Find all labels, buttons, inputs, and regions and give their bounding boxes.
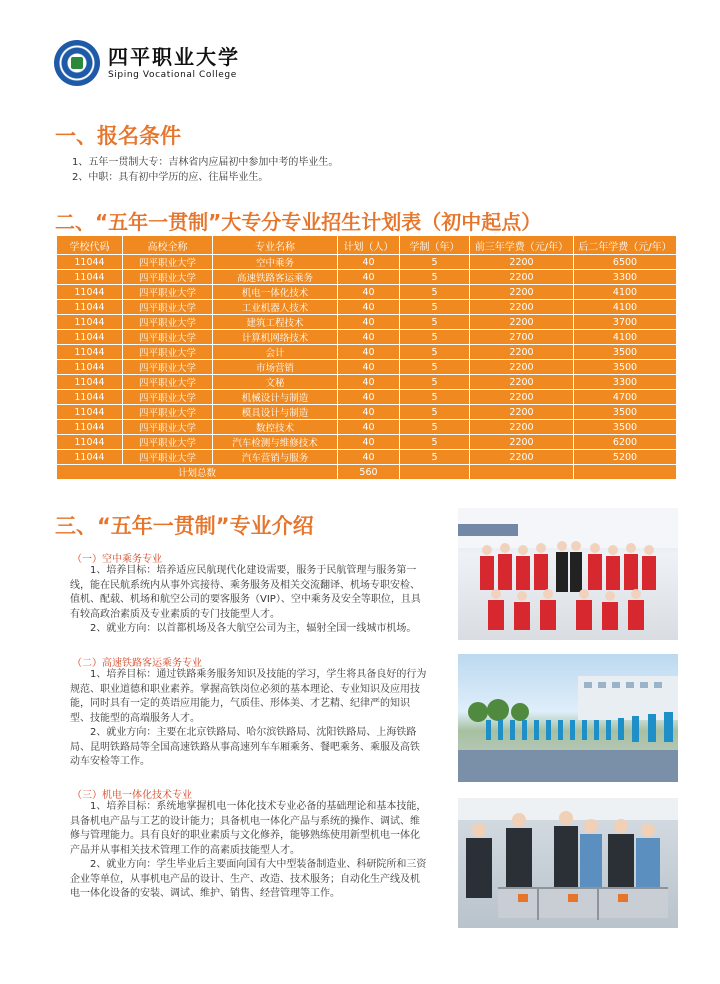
flight-attendants-illustration <box>458 508 678 640</box>
cell-plan-count: 40 <box>338 300 400 315</box>
cell-plan-count: 40 <box>338 450 400 465</box>
major-desc-mechatronics <box>70 800 428 902</box>
cell-fee-last-two: 3500 <box>574 420 677 435</box>
cell-fee-first-three: 2200 <box>470 285 574 300</box>
cell-duration: 5 <box>400 405 470 420</box>
cell-duration: 5 <box>400 255 470 270</box>
table-row <box>57 435 677 450</box>
cell-fee-last-two: 3700 <box>574 315 677 330</box>
section1-title: 一、报名条件 <box>55 124 181 148</box>
requirements-list <box>72 156 632 185</box>
cell-fee-first-three: 2200 <box>470 405 574 420</box>
table-row <box>57 375 677 390</box>
cell-duration: 5 <box>400 375 470 390</box>
cell-major-name: 市场营销 <box>213 360 338 375</box>
cell-plan-count: 40 <box>338 405 400 420</box>
cell-plan-count: 40 <box>338 390 400 405</box>
cell-duration: 5 <box>400 315 470 330</box>
cell-school-code: 11044 <box>57 270 123 285</box>
cell-fee-first-three: 2200 <box>470 420 574 435</box>
cell-fee-last-two: 5200 <box>574 450 677 465</box>
cell-major-name: 空中乘务 <box>213 255 338 270</box>
school-name-cn: 四平职业大学 <box>108 45 240 69</box>
cell-school-name: 四平职业大学 <box>123 450 213 465</box>
cell-plan-count: 40 <box>338 420 400 435</box>
cell-school-code: 11044 <box>57 345 123 360</box>
table-total-row <box>57 465 677 480</box>
cell-school-code: 11044 <box>57 315 123 330</box>
header-fee-first-three: 前三年学费（元/年） <box>470 236 574 255</box>
cell-plan-count: 40 <box>338 285 400 300</box>
cell-school-name: 四平职业大学 <box>123 375 213 390</box>
cell-school-code: 11044 <box>57 435 123 450</box>
cell-fee-first-three: 2200 <box>470 390 574 405</box>
mechatronics-lab-illustration <box>458 798 678 928</box>
cell-duration: 5 <box>400 420 470 435</box>
cell-plan-count: 40 <box>338 375 400 390</box>
cell-fee-last-two: 4100 <box>574 330 677 345</box>
cell-fee-first-three: 2200 <box>470 345 574 360</box>
cell-major-name: 计算机网络技术 <box>213 330 338 345</box>
cell-fee-last-two: 4100 <box>574 285 677 300</box>
cell-fee-first-three: 2700 <box>470 330 574 345</box>
cell-school-name: 四平职业大学 <box>123 390 213 405</box>
cell-fee-first-three: 2200 <box>470 375 574 390</box>
photo-flight-attendants <box>458 508 678 640</box>
college-logo-icon <box>54 40 100 86</box>
cell-major-name: 机械设计与制造 <box>213 390 338 405</box>
major-paragraph: 2、就业方向：以首都机场及各大航空公司为主，辐射全国一线城市机场。 <box>90 623 417 634</box>
table-row <box>57 360 677 375</box>
cell-school-name: 四平职业大学 <box>123 345 213 360</box>
table-row <box>57 300 677 315</box>
school-name-en: Siping Vocational College <box>108 70 237 80</box>
cell-fee-first-three: 2200 <box>470 300 574 315</box>
header-school-code: 学校代码 <box>57 236 123 255</box>
requirement-item: 2、中职：具有初中学历的应、往届毕业生。 <box>72 171 269 183</box>
cell-school-code: 11044 <box>57 375 123 390</box>
table-row <box>57 420 677 435</box>
section3-title: 三、“五年一贯制”专业介绍 <box>55 514 314 538</box>
table-cell <box>400 465 470 480</box>
major-title-railway: （二）高速铁路客运乘务专业 <box>72 658 202 669</box>
cell-school-name: 四平职业大学 <box>123 360 213 375</box>
cell-fee-last-two: 3500 <box>574 345 677 360</box>
cell-fee-last-two: 3500 <box>574 405 677 420</box>
cell-major-name: 汽车营销与服务 <box>213 450 338 465</box>
photo-mechatronics-lab <box>458 798 678 928</box>
cell-fee-first-three: 2200 <box>470 255 574 270</box>
cell-fee-last-two: 4700 <box>574 390 677 405</box>
table-row <box>57 285 677 300</box>
cell-school-code: 11044 <box>57 285 123 300</box>
cell-fee-first-three: 2200 <box>470 450 574 465</box>
cell-school-code: 11044 <box>57 450 123 465</box>
brand <box>108 46 240 80</box>
cell-school-name: 四平职业大学 <box>123 285 213 300</box>
header-major-name: 专业名称 <box>213 236 338 255</box>
cell-school-name: 四平职业大学 <box>123 315 213 330</box>
cell-plan-count: 40 <box>338 360 400 375</box>
cell-fee-first-three: 2200 <box>470 435 574 450</box>
cell-major-name: 汽车检测与维修技术 <box>213 435 338 450</box>
cell-plan-count: 40 <box>338 345 400 360</box>
table-cell <box>470 465 574 480</box>
table-row <box>57 345 677 360</box>
cell-fee-last-two: 6500 <box>574 255 677 270</box>
table-row <box>57 405 677 420</box>
railway-attendants-illustration <box>458 654 678 782</box>
cell-plan-count: 40 <box>338 255 400 270</box>
major-paragraph: 1、培养目标：通过铁路乘务服务知识及技能的学习，学生将具备良好的行为规范、职业道德和职业素养。掌握高铁岗位必须的基本理论、专业知识及应用技能，同时具有一定的英语应用能力，气质佳、形体美、才艺精、纪律严的知识型、技能型的高端服务人才。 <box>70 669 427 724</box>
header <box>54 38 240 88</box>
cell-plan-count: 40 <box>338 435 400 450</box>
cell-fee-first-three: 2200 <box>470 315 574 330</box>
cell-plan-count: 40 <box>338 315 400 330</box>
table-header-row <box>57 236 677 255</box>
cell-duration: 5 <box>400 285 470 300</box>
header-duration: 学制（年） <box>400 236 470 255</box>
table-row <box>57 270 677 285</box>
table-row <box>57 390 677 405</box>
cell-school-code: 11044 <box>57 300 123 315</box>
cell-plan-count: 40 <box>338 330 400 345</box>
cell-major-name: 文秘 <box>213 375 338 390</box>
cell-school-name: 四平职业大学 <box>123 405 213 420</box>
table-cell <box>574 465 677 480</box>
major-desc-flight-attendant <box>70 564 428 637</box>
cell-fee-last-two: 3300 <box>574 270 677 285</box>
cell-school-name: 四平职业大学 <box>123 420 213 435</box>
cell-school-name: 四平职业大学 <box>123 255 213 270</box>
cell-school-name: 四平职业大学 <box>123 330 213 345</box>
cell-major-name: 工业机器人技术 <box>213 300 338 315</box>
major-paragraph: 1、培养目标：系统地掌握机电一体化技术专业必备的基础理论和基本技能，具备机电产品与工艺的设计能力；具备机电一体化产品与系统的操作、调试、维修与管理能力。具有良好的职业素质与文化修养，能够熟练使用新型机电一体化产品并从事相关技术管理工作的高素质技能型人才。 <box>70 801 427 856</box>
cell-major-name: 高速铁路客运乘务 <box>213 270 338 285</box>
cell-major-name: 数控技术 <box>213 420 338 435</box>
major-desc-railway <box>70 668 428 770</box>
table-row <box>57 450 677 465</box>
cell-school-name: 四平职业大学 <box>123 435 213 450</box>
cell-duration: 5 <box>400 360 470 375</box>
cell-fee-first-three: 2200 <box>470 270 574 285</box>
total-label: 计划总数 <box>57 465 338 480</box>
cell-school-code: 11044 <box>57 390 123 405</box>
cell-school-name: 四平职业大学 <box>123 270 213 285</box>
cell-duration: 5 <box>400 330 470 345</box>
cell-plan-count: 40 <box>338 270 400 285</box>
cell-major-name: 机电一体化技术 <box>213 285 338 300</box>
header-school-name: 高校全称 <box>123 236 213 255</box>
cell-duration: 5 <box>400 345 470 360</box>
cell-major-name: 模具设计与制造 <box>213 405 338 420</box>
requirement-item: 1、五年一贯制大专：吉林省内应届初中参加中考的毕业生。 <box>72 157 339 168</box>
total-value: 560 <box>338 465 400 480</box>
cell-school-code: 11044 <box>57 420 123 435</box>
enrollment-plan-table <box>56 235 677 480</box>
major-title-mechatronics: （三）机电一体化技术专业 <box>72 790 192 801</box>
cell-school-name: 四平职业大学 <box>123 300 213 315</box>
table-row <box>57 315 677 330</box>
cell-fee-last-two: 4100 <box>574 300 677 315</box>
table-row <box>57 255 677 270</box>
cell-duration: 5 <box>400 270 470 285</box>
cell-duration: 5 <box>400 300 470 315</box>
major-paragraph: 1、培养目标：培养适应民航现代化建设需要，服务于民航管理与服务第一线，能在民航系统内从事外宾接待、乘务服务及相关交流翻译、机场专职安检、值机、配载、机场和航空公司的要客服务（VIP）、空中乘务及安全等职位，且具有较高政治素质及专业素质的专门技能型人才。 <box>70 565 421 620</box>
header-plan: 计划（人） <box>338 236 400 255</box>
cell-fee-last-two: 3300 <box>574 375 677 390</box>
cell-fee-last-two: 3500 <box>574 360 677 375</box>
header-fee-last-two: 后二年学费（元/年） <box>574 236 677 255</box>
photo-railway-attendants <box>458 654 678 782</box>
cell-fee-last-two: 6200 <box>574 435 677 450</box>
cell-fee-first-three: 2200 <box>470 360 574 375</box>
cell-school-code: 11044 <box>57 330 123 345</box>
major-title-flight-attendant: （一）空中乘务专业 <box>72 554 162 565</box>
cell-school-code: 11044 <box>57 255 123 270</box>
major-paragraph: 2、就业方向：主要在北京铁路局、哈尔滨铁路局、沈阳铁路局、上海铁路局、昆明铁路局等全国高速铁路从事高速列车车厢乘务、餐吧乘务、乘服及高铁动车安检等工作。 <box>70 727 420 767</box>
cell-duration: 5 <box>400 390 470 405</box>
cell-duration: 5 <box>400 450 470 465</box>
cell-major-name: 建筑工程技术 <box>213 315 338 330</box>
section2-title: 二、“五年一贯制”大专分专业招生计划表（初中起点） <box>55 210 542 234</box>
cell-major-name: 会计 <box>213 345 338 360</box>
major-paragraph: 2、就业方向：学生毕业后主要面向国有大中型装备制造业、科研院所和三资企业等单位，从事机电产品的设计、生产、改造、技术服务；自动化生产线及机电一体化设备的安装、调试、维护、销售、经营管理等工作。 <box>70 859 427 899</box>
cell-school-code: 11044 <box>57 360 123 375</box>
table-row <box>57 330 677 345</box>
cell-school-code: 11044 <box>57 405 123 420</box>
cell-duration: 5 <box>400 435 470 450</box>
